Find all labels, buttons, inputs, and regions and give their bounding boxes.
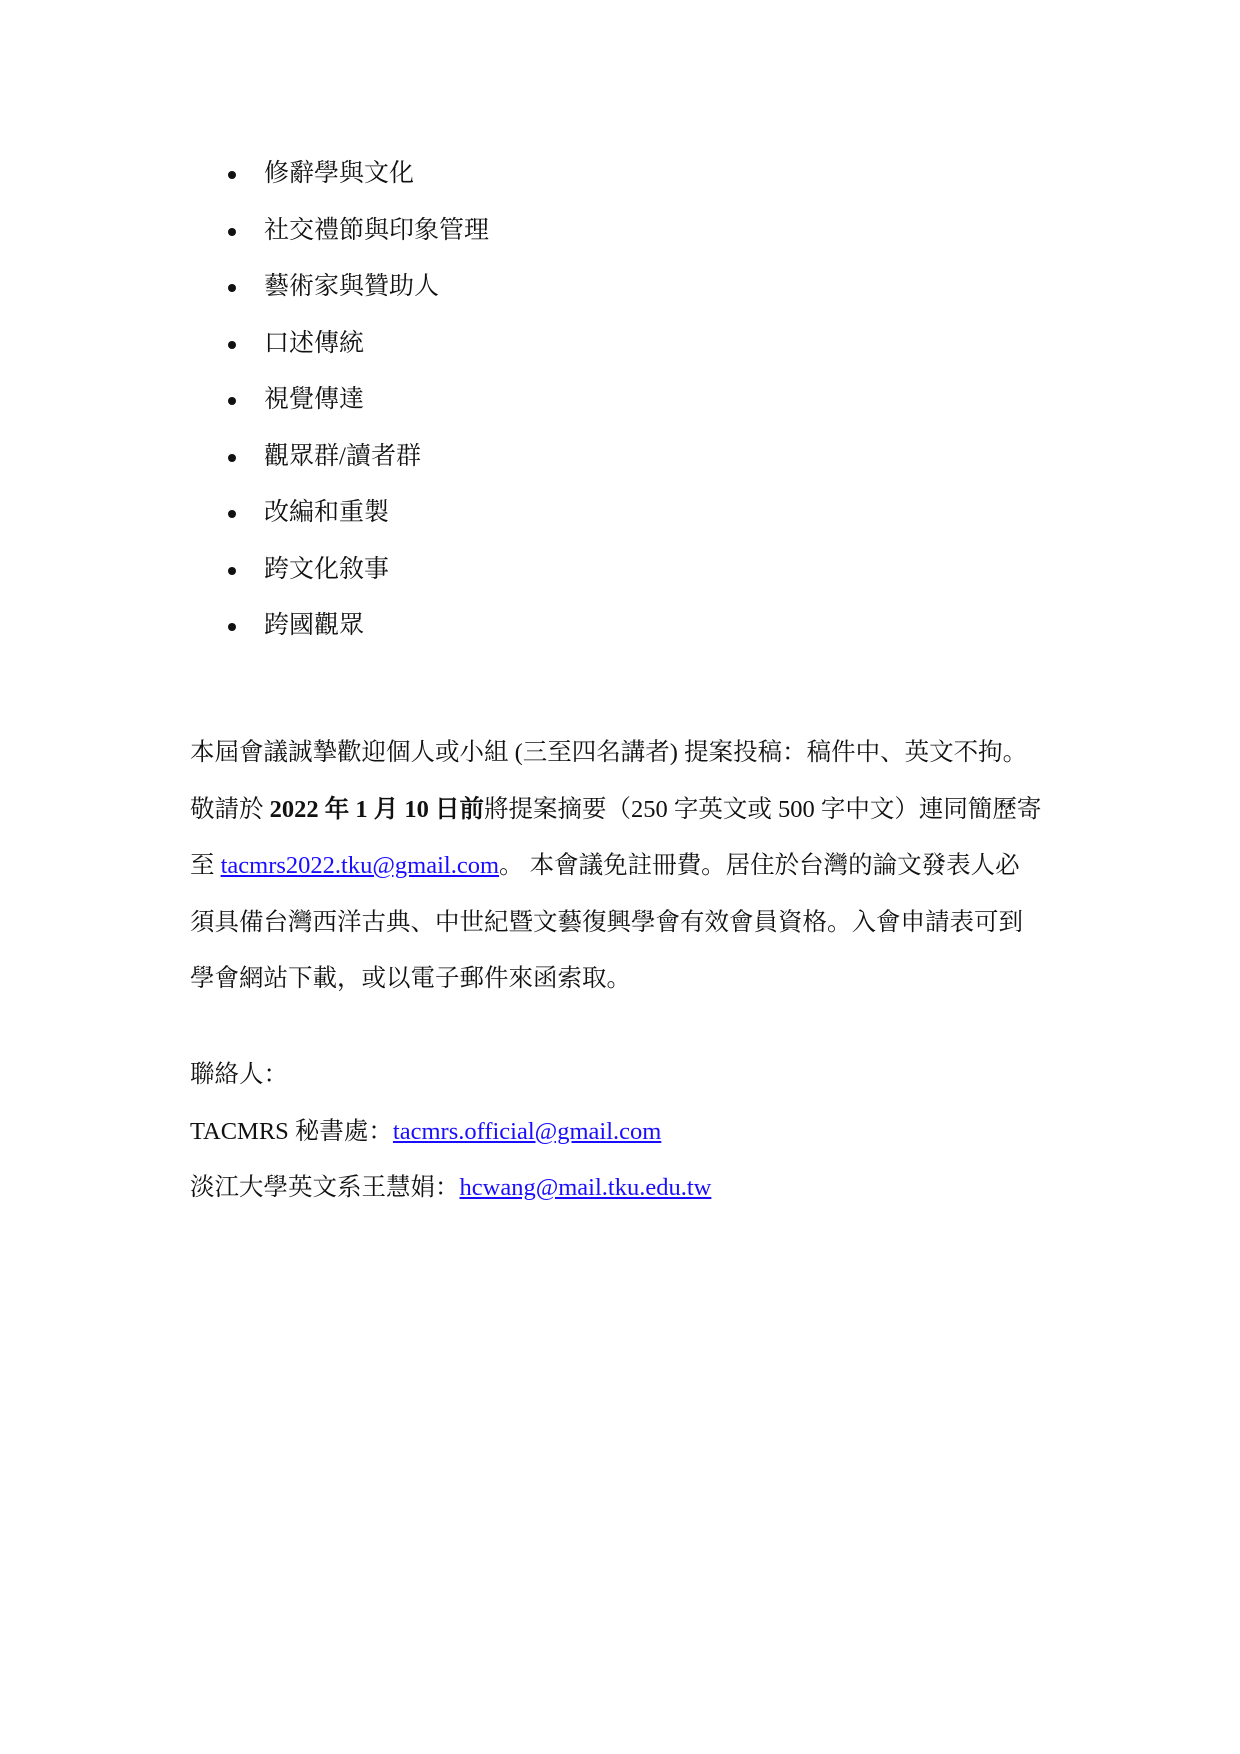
topic-text: 改編和重製 [264, 499, 390, 526]
list-item [228, 156, 489, 213]
bullet-icon [228, 567, 236, 575]
paragraph-line: 學會網站下載，或以電子郵件來函索取。 [190, 965, 631, 992]
submission-instructions: 將提案摘要（250 字英文或 500 字中文）連同簡歷寄 [484, 795, 1042, 823]
contact-heading: 聯絡人： [190, 1061, 288, 1088]
person-email-link[interactable]: hcwang@mail.tku.edu.tw [459, 1174, 712, 1201]
list-item [228, 608, 489, 665]
contact-line-secretariat [190, 1104, 711, 1161]
topic-list [228, 156, 489, 665]
secretariat-label: TACMRS 秘書處： [190, 1117, 393, 1145]
paragraph-line [190, 782, 1070, 839]
paragraph-line: 須具備台灣西洋古典、中世紀暨文藝復興學會有效會員資格。入會申請表可到 [190, 908, 1023, 936]
paragraph-line: 本屆會議誠摯歡迎個人或小組 (三至四名講者) 提案投稿：稿件中、英文不拘。 [190, 739, 1028, 766]
list-item [228, 382, 489, 439]
secretariat-email-link[interactable]: tacmrs.official@gmail.com [392, 1117, 662, 1145]
list-item [228, 439, 489, 496]
topic-text: 口述傳統 [264, 329, 365, 357]
bullet-icon [228, 228, 236, 236]
call-for-papers-paragraph [190, 725, 1070, 1008]
contact-section [190, 1047, 711, 1217]
topic-text: 觀眾群/讀者群 [264, 442, 421, 470]
deadline-intro: 敬請於 [190, 795, 270, 823]
bullet-icon [228, 171, 236, 179]
bullet-icon [228, 623, 236, 631]
bullet-icon [228, 397, 236, 405]
topic-text: 跨國觀眾 [264, 612, 365, 639]
bullet-icon [228, 454, 236, 462]
list-item [228, 495, 489, 552]
list-item [228, 552, 489, 609]
bullet-icon [228, 284, 236, 292]
email-intro: 至 [190, 852, 221, 879]
list-item [228, 269, 489, 326]
topic-text: 藝術家與贊助人 [264, 273, 440, 300]
contact-line-person [190, 1160, 711, 1217]
bullet-icon [228, 510, 236, 518]
bullet-icon [228, 341, 236, 349]
person-label: 淡江大學英文系王慧娟： [190, 1174, 460, 1201]
list-item [228, 326, 489, 383]
topic-text: 社交禮節與印象管理 [264, 216, 490, 244]
deadline-date: 2022 年 1 月 10 日前 [269, 795, 484, 823]
topic-text: 視覺傳達 [264, 386, 365, 413]
paragraph-line [190, 838, 1070, 895]
topic-text: 跨文化敘事 [264, 555, 390, 583]
topic-text: 修辭學與文化 [264, 160, 415, 187]
list-item [228, 213, 489, 270]
submission-email-link[interactable]: tacmrs2022.tku@gmail.com [220, 852, 500, 879]
registration-note: 。 本會議免註冊費。居住於台灣的論文發表人必 [499, 852, 1020, 879]
